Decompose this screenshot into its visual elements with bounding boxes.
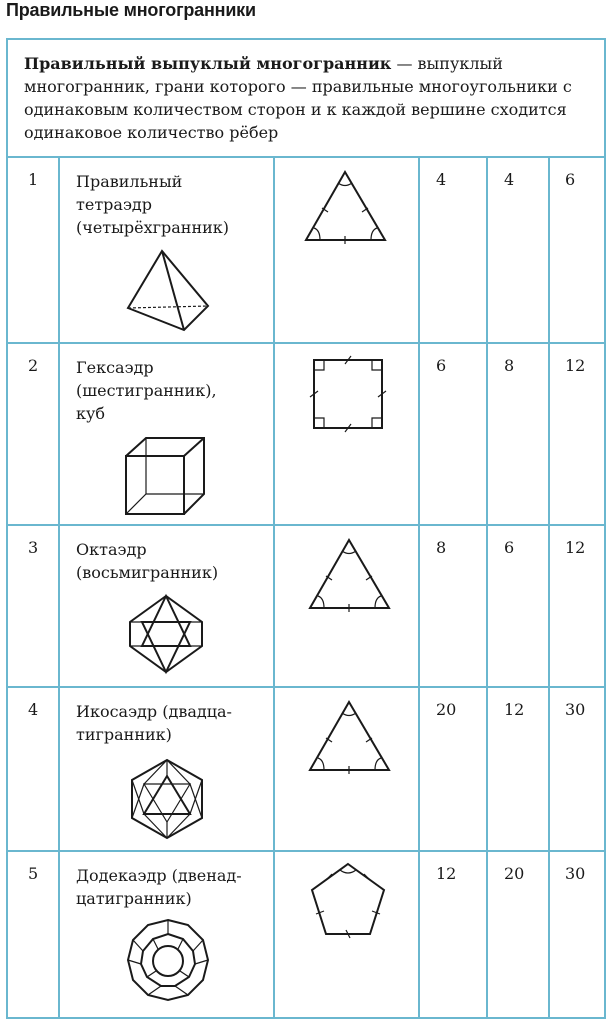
definition-term: Правильный выпуклый многогранник: [24, 54, 392, 73]
row-number: 4: [28, 700, 39, 719]
polyhedron-name: Додекаэдр (двенад- цатигранник): [76, 866, 242, 908]
icosahedron-icon: [124, 756, 210, 842]
polyhedron-name: Октаэдр (восьмигранник): [76, 540, 219, 582]
faces-count: 4: [436, 170, 447, 189]
row-number: 1: [28, 170, 39, 189]
edges-count: 12: [565, 538, 586, 557]
row-number: 5: [28, 864, 39, 883]
vertices-count: 8: [504, 356, 515, 375]
polyhedron-name: Икосаэдр (двадца- тигранник): [76, 702, 232, 744]
table-row: [8, 526, 604, 688]
equilateral-triangle-icon: [300, 166, 396, 248]
table-row: [8, 852, 604, 1017]
row-number: 2: [28, 356, 39, 375]
edges-count: 30: [565, 864, 586, 883]
equilateral-triangle-icon: [304, 534, 400, 616]
row-number: 3: [28, 538, 39, 557]
faces-count: 6: [436, 356, 447, 375]
table-row: [8, 158, 604, 344]
vertices-count: 4: [504, 170, 515, 189]
definition-cell: [8, 40, 604, 158]
square-icon: [308, 354, 388, 434]
cube-icon: [118, 432, 214, 522]
equilateral-triangle-icon: [304, 696, 400, 778]
page-title: Правильные многогранники: [6, 0, 256, 20]
regular-pentagon-icon: [304, 858, 392, 944]
polyhedra-table: [6, 38, 606, 1019]
vertices-count: 12: [504, 700, 525, 719]
edges-count: 12: [565, 356, 586, 375]
faces-count: 8: [436, 538, 447, 557]
table-row: [8, 344, 604, 526]
definition-text: — выпуклый многогранник, грани которого — правильные многоугольники с одинаковым количеством сторон и к каждой вершине сходится одинаковое количество рёбер: [24, 54, 572, 142]
vertices-count: 20: [504, 864, 525, 883]
polyhedron-name: Гексаэдр (шестигранник), куб: [76, 358, 217, 423]
dodecahedron-icon: [122, 916, 214, 1008]
table-row: [8, 688, 604, 852]
octahedron-icon: [124, 592, 210, 676]
faces-count: 20: [436, 700, 457, 719]
faces-count: 12: [436, 864, 457, 883]
polyhedron-name: Правильный тетраэдр (четырёхгранник): [76, 172, 230, 237]
edges-count: 30: [565, 700, 586, 719]
edges-count: 6: [565, 170, 576, 189]
tetrahedron-icon: [116, 246, 212, 332]
vertices-count: 6: [504, 538, 515, 557]
